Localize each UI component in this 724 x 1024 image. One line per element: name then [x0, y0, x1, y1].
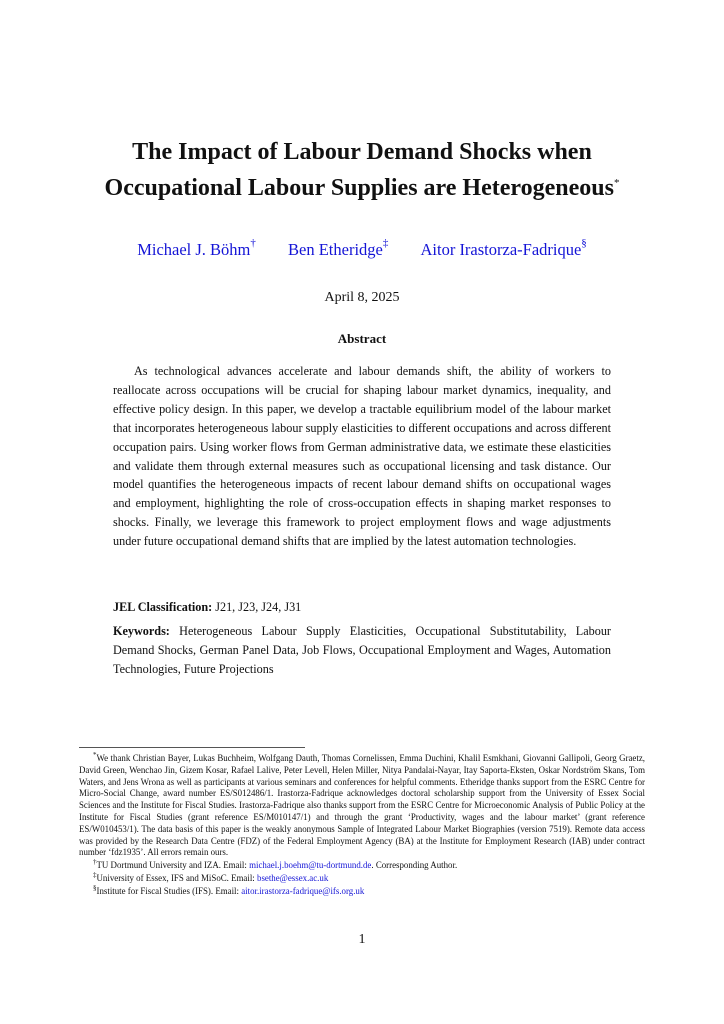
author-name: Michael J. Böhm	[137, 240, 251, 259]
footnote-author-1	[79, 860, 645, 872]
footnote-mark: †	[93, 858, 97, 867]
keywords-label: Keywords:	[113, 624, 170, 638]
abstract-body: As technological advances accelerate and labour demands shift, the ability of workers to reallocate across occupations will be crucial for shaping labour market dynamics, inequality, and effective policy design. In this paper, we develop a tractable equilibrium model of the labour market that incorporates heterogeneous labour supply elasticities to different occupations and across different occupation pairs. Using worker flows from German administrative data, we estimate these elasticities and validate them through external measures such as occupational licensing and task distance. Our model quantifies the heterogeneous impacts of recent labour demand shifts on occupational wages and employment, highlighting the role of cross-occupation effects in shaping market responses to shocks. Finally, we leverage this framework to project employment flows and wage adjustments under future occupational demand shifts that are implied by the latest automation technologies.	[113, 364, 611, 549]
title-footnote-mark[interactable]: *	[613, 177, 620, 189]
footnote-mark: §	[93, 883, 97, 892]
title-line-1: The Impact of Labour Demand Shocks when	[132, 139, 592, 165]
footnote-mark: *	[93, 751, 97, 759]
title-line-2	[40, 170, 684, 206]
email-link-irastorza[interactable]: aitor.irastorza-fadrique@ifs.org.uk	[241, 885, 365, 896]
footnote-text-after: . Corresponding Author.	[371, 860, 458, 871]
author-list	[40, 238, 684, 262]
footnote-acknowledgements	[79, 753, 645, 859]
publication-date: April 8, 2025	[324, 290, 400, 305]
jel-codes: J21, J23, J24, J31	[215, 600, 302, 614]
jel-label: JEL Classification:	[113, 600, 213, 614]
author-name: Ben Etheridge	[288, 240, 383, 259]
keywords	[113, 622, 611, 679]
footnote-mark: ‡	[93, 870, 97, 879]
abstract-heading: Abstract	[337, 331, 387, 346]
author-irastorza[interactable]	[420, 237, 587, 259]
footnote-text: We thank Christian Bayer, Lukas Buchheim, Wolfgang Dauth, Thomas Cornelissen, Emma Duchini, Khalil Esmkhani, Giovanni Gallipoli, Georg Graetz, David Green, Wenchao Jin, Gizem Kosar, Rafael Lalive, Peter Levell, Helen Miller, Nitya Pandalai-Nayar, Itay Saporta-Eksten, Oskar Nordström Skans, Tom Waters, and Jens Wrona as well as participants at various seminars and conferences for helpful comments. Etheridge thanks support from the ESRC Centre for Micro-Social Change, award number ES/S012486/1. Irastorza-Fadrique acknowledges doctoral scholarship support from the University of Essex Social Sciences and the Institute for Fiscal Studies. Irastorza-Fadrique also thanks support from the ESRC Centre for Microeconomic Analysis of Public Policy at the Institute for Fiscal Studies (grant reference ES/M010147/1) and through the grant ‘Productivity, wages and the labour market’ (grant reference ES/W010453/1). The data basis of this paper is the weakly anonymous Sample of Integrated Labour Market Biographies (version 7519). Remote data access was provided by the Research Data Centre (FDZ) of the Federal Employment Agency (BA) at the Institute for Employment Research (IAB) under contract number ‘fdz1935’. All errors remain ours.	[79, 753, 645, 858]
page-number: 1	[358, 932, 366, 947]
email-link-etheridge[interactable]: bsethe@essex.ac.uk	[257, 872, 329, 883]
author-footnote-mark: ‡	[382, 237, 389, 249]
author-name: Aitor Irastorza-Fadrique	[420, 240, 582, 259]
footnote-text: Institute for Fiscal Studies (IFS). Email:	[96, 885, 242, 896]
footnote-text: University of Essex, IFS and MiSoC. Email:	[96, 872, 257, 883]
title-line-2-text: Occupational Labour Supplies are Heterogeneous	[104, 175, 614, 201]
keywords-list: Heterogeneous Labour Supply Elasticities, Occupational Substitutability, Labour Demand Shocks, German Panel Data, Job Flows, Occupational Employment and Wages, Automation Technologies, Future Projections	[113, 624, 611, 676]
author-etheridge[interactable]	[288, 237, 389, 259]
author-footnote-mark: †	[250, 237, 256, 249]
email-link-bohm[interactable]: michael.j.boehm@tu-dortmund.de	[249, 860, 372, 871]
paper-title	[40, 134, 684, 206]
footnote-author-3	[79, 883, 645, 898]
author-bohm[interactable]	[137, 237, 256, 259]
footnote-author-2	[79, 870, 645, 885]
footnotes	[79, 753, 645, 898]
jel-classification	[113, 598, 611, 617]
author-footnote-mark: §	[581, 237, 587, 249]
footnote-text: TU Dortmund University and IZA. Email:	[96, 860, 250, 871]
footnote-divider	[79, 747, 305, 748]
